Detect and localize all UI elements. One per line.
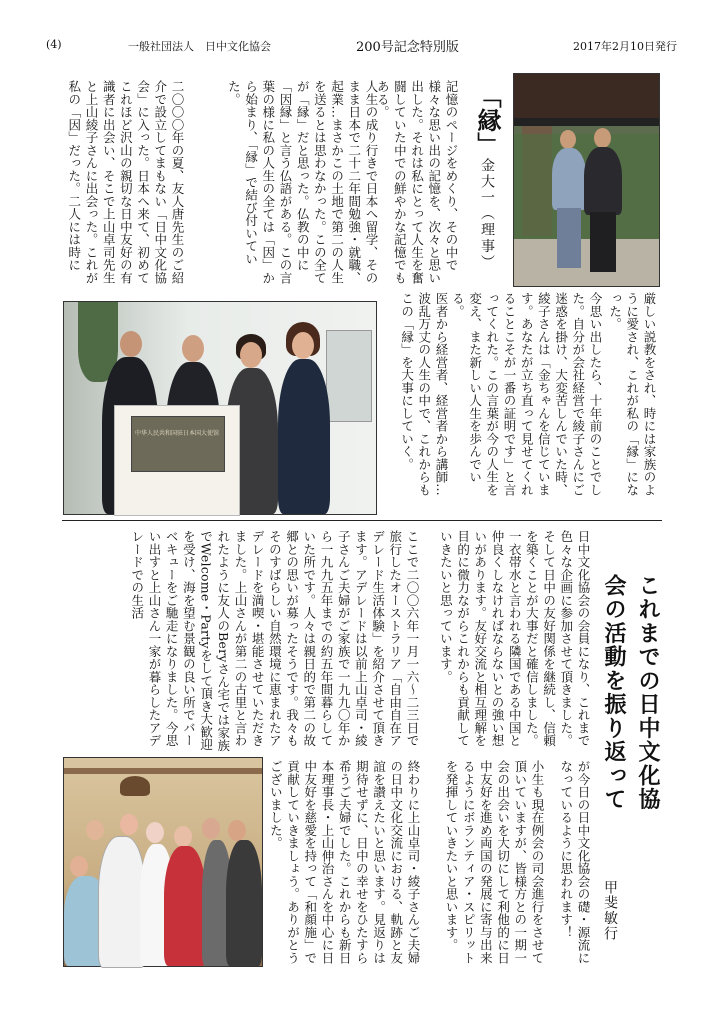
article2-title: これまでの日中文化協会の活動を振り返って	[601, 574, 661, 812]
article1-paragraph-1: 記憶のページをめくり、その中で様々な思い出の記憶を、次々と思い出した。それは私にとって人生を奮闘していた中での鮮やかな記憶でもある。	[375, 80, 459, 284]
article1-paragraph-5: 今思い出したら、十年前のことでした。自分が会社経営で綾子さんにご迷惑を掛け、大変苦しんでいた時、綾子さんは「金ちゃんを信じています。あなたが立ち直って見せてくれることこそが一番の証明です」と言ってくれた。この言葉が今の人生を変え、また新しい人生を歩んでいる。	[450, 292, 603, 496]
edition-title: 200号記念特別版	[356, 40, 459, 55]
article2-paragraph-1: 日中文化協会の会員になり、これまで色々な企画に参加させて頂きました。そして日中の友好関係を継続し、信頼を築くことが大事だと確信しました。一衣帯水と言われる隣国である中国と仲良くしなければならないとの強い想いがあります。友好交流と相互理解を目的に微力ながらこれからも貢献していきたいと思っています。	[438, 530, 591, 747]
commemorative-plaque	[114, 405, 240, 516]
article2-paragraph-4: 小生も現在例会の司会進行をさせて頂いていますが、皆様方との一期一会の出会いを大切にして利他的に日中友好を進め両国の発展に寄与出来るようにボランティア・スピリットを発揮していきたいと思います。	[443, 760, 545, 964]
article1-paragraph-2: 人生の成り行きで日本へ留学、そのまま日本で二十二年間勉強・就職、起業…まさかこの土地で第二の人生を送るとは思わなかった。この全てが「縁」だと思った。仏教の中に「因縁」と言う仏語がある。この言葉の様に私の人生の全ては「因」から始まり、「縁」で結び付いていた。	[226, 80, 379, 284]
issue-date: 2017年2月10日発行	[573, 40, 677, 53]
article1-title: 「縁」	[473, 84, 502, 156]
article2-paragraph-2: ここで二〇〇六年一月一六〜二三日で旅行したオーストラリア「自由自在アデレード生活体験」を紹介させて頂きます。アデレードは以前上山卓司・綾子さんご夫婦がご家族で一九九〇年から一九九五年までの約五年間暮らしていた所です。人々は親日的で第二の故郷との思いが募ったそうです。我々もそのすばらしい自然環境に恵まれたアデレードを満喫・堪能させていただきました。上山さんが第二の古里と言われたように友人のBeryさん宅では家族でWelcome・Partyをして頂き大歓迎を受け、海を望む景観の良い所でバーベキューをご馳走になりました。今思い出すと上山さん一家が暮らしたアデレードでの生活	[129, 530, 420, 752]
article2-author: 甲斐敏行	[602, 880, 618, 942]
article1-paragraph-3: 二〇〇〇年の夏、友人唐先生のご紹介で設立してまもない「日中文化協会」に入った。日本へ来て、初めてこれほど沢山の親切な日中友好の有識者に出会い、そこで上山卓司先生と上山綾子さんに出会った。これが私の「因」だった。二人には時に	[66, 80, 185, 284]
article2-paragraph-3: が今日の日中文化協会の礎・源流になっているように思われます！	[558, 760, 591, 964]
plaque-inscription: 中华人民共和国驻日本国大使馆	[134, 430, 219, 437]
article1-paragraph-4: 厳しい説教をされ、時には家族のように愛され、これが私の「縁」になった。	[607, 292, 657, 496]
section-divider	[62, 520, 662, 521]
photo-dinner-group	[63, 757, 263, 967]
organization-name: 一般社団法人 日中文化協会	[128, 40, 271, 53]
article1-author: 金大一（理事）	[479, 158, 495, 271]
photo-plaque-group	[63, 301, 377, 515]
article1-paragraph-6: 医者から経営者、経営者から講師…波乱万丈の人生の中で、これからもこの「縁」を大事にしていく。	[399, 292, 449, 496]
photo-two-men-temple	[513, 73, 660, 287]
page-number: (4)	[46, 38, 62, 51]
article2-paragraph-5: 終わりに上山卓司・綾子さんご夫婦の日中文化交流における、軌跡と友誼を讃えたいと思います。見返りは期待せずに、日中の幸せをひたすら希うご夫婦でした。これからも新日本理事長・上山伸治さんを中心に日中友好を慈愛を持って「和顔施」で貢献していきましょう。ありがとうございました。	[268, 760, 421, 964]
